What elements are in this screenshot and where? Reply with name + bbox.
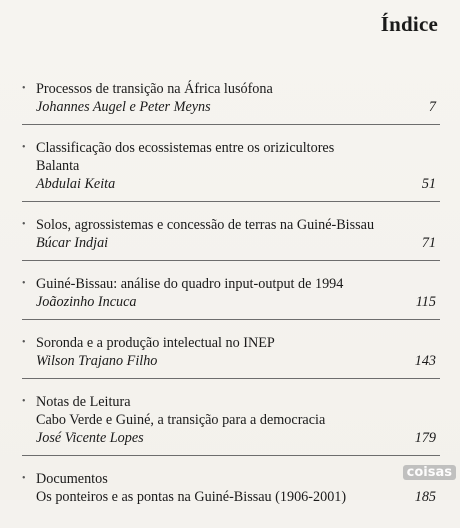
entry-author: Joãozinho Incuca xyxy=(36,294,137,310)
author-row xyxy=(36,234,440,252)
bullet-icon: • xyxy=(22,396,26,407)
watermark-logo: coisas xyxy=(403,465,456,480)
bullet-icon: • xyxy=(22,337,26,348)
entry-author: Abdulai Keita xyxy=(36,176,116,192)
entry-subtitle: Os ponteiros e as pontas na Guiné-Bissau (1906-2001) xyxy=(36,489,347,505)
entry-title: Processos de transição na África lusófona xyxy=(36,81,273,97)
toc-entry xyxy=(22,216,440,261)
page-title: Índice xyxy=(380,12,438,36)
author-row xyxy=(36,429,440,447)
author-row xyxy=(36,98,440,116)
entry-subtitle: Cabo Verde e Guiné, a transição para a democracia xyxy=(36,412,326,428)
entry-title-continued: Balanta xyxy=(36,158,80,174)
page-number: 179 xyxy=(414,430,436,446)
toc-entry xyxy=(22,275,440,320)
bullet-icon: • xyxy=(22,219,26,230)
entry-title: Guiné-Bissau: análise do quadro input-output de 1994 xyxy=(36,276,344,292)
page-number: 51 xyxy=(421,176,436,192)
entry-title: Soronda e a produção intelectual no INEP xyxy=(36,335,275,351)
author-row xyxy=(36,293,440,311)
page-number: 143 xyxy=(414,353,436,369)
toc-entry xyxy=(22,470,440,514)
toc-entry xyxy=(22,139,440,202)
entry-title: Classificação dos ecossistemas entre os orizicultores xyxy=(36,140,335,156)
table-of-contents xyxy=(22,80,440,528)
author-row xyxy=(36,352,440,370)
page-number: 185 xyxy=(414,489,436,505)
entry-author: José Vicente Lopes xyxy=(36,430,144,446)
entry-title: Notas de Leitura xyxy=(36,394,131,410)
toc-entry xyxy=(22,393,440,456)
entry-author: Wilson Trajano Filho xyxy=(36,353,158,369)
entry-author: Búcar Indjai xyxy=(36,235,109,251)
author-row xyxy=(36,175,440,193)
page-number: 71 xyxy=(421,235,436,251)
page-number: 7 xyxy=(428,99,436,115)
bullet-icon: • xyxy=(22,278,26,289)
author-row xyxy=(36,488,440,506)
bullet-icon: • xyxy=(22,83,26,94)
bullet-icon: • xyxy=(22,142,26,153)
entry-title: Documentos xyxy=(36,471,108,487)
entry-author: Johannes Augel e Peter Meyns xyxy=(36,99,211,115)
bullet-icon: • xyxy=(22,473,26,484)
page-number: 115 xyxy=(415,294,436,310)
entry-title: Solos, agrossistemas e concessão de terras na Guiné-Bissau xyxy=(36,217,375,233)
toc-entry xyxy=(22,334,440,379)
toc-entry xyxy=(22,80,440,125)
